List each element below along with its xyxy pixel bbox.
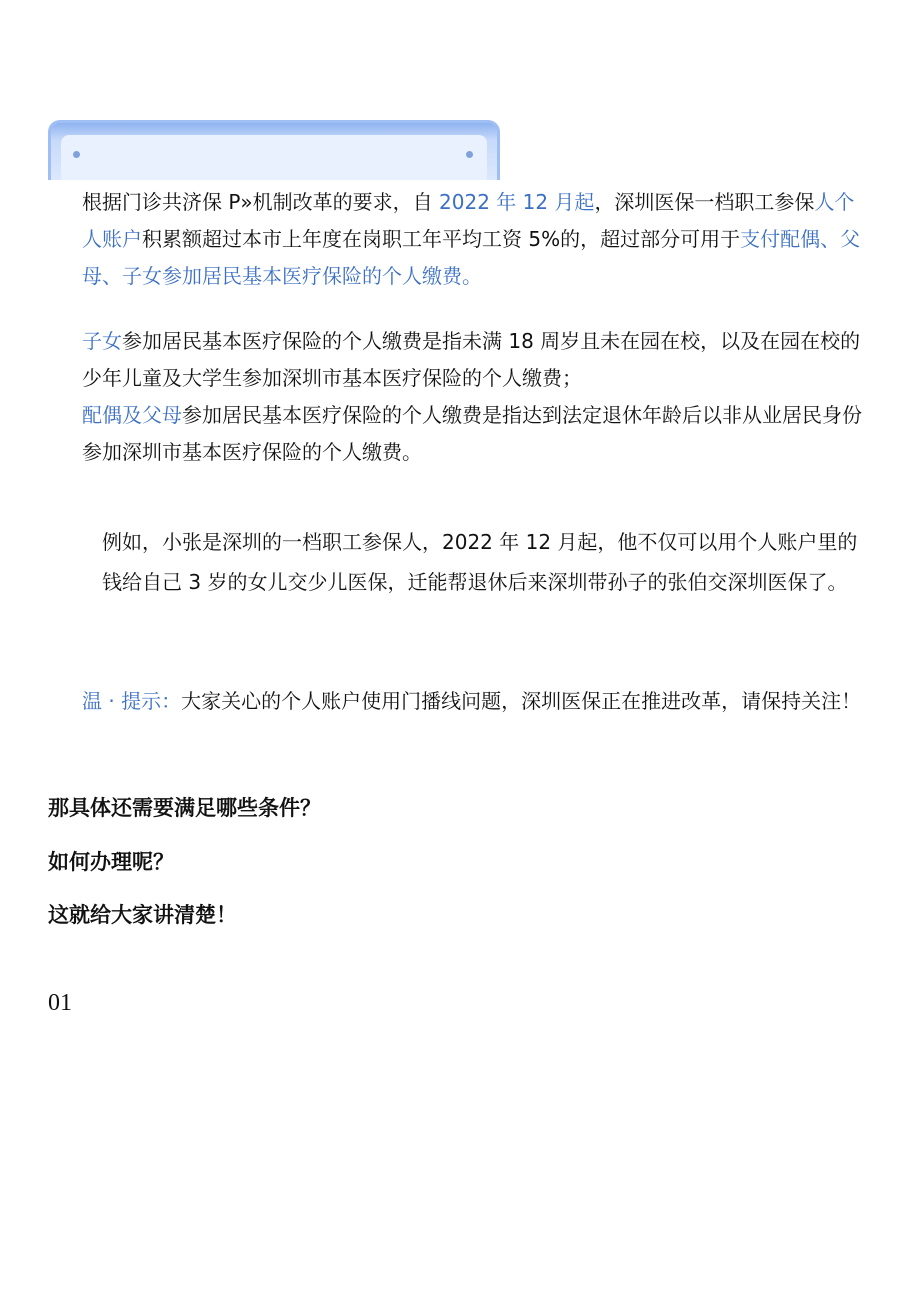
intro-text-1: 根据门诊共济保 P»机制改革的要求，自 [82, 190, 440, 214]
parents-paragraph [82, 397, 872, 471]
intro-usage: 支付配偶、父母、子女参加居民基本医疗保险的个人缴费。 [82, 227, 861, 288]
card-dot-right [466, 151, 473, 158]
parents-label: 配偶及父母 [82, 403, 182, 427]
intro-date: 2022 年 12 月起 [439, 190, 595, 214]
intro-text-3: 积累额超过本市上年度在岗职工年平均工资 5%的，超过部分可用于 [142, 227, 741, 251]
header-card-inner [61, 135, 487, 180]
header-card [48, 120, 500, 180]
tip-label: 温 · 提示： [82, 689, 182, 713]
children-paragraph [82, 323, 872, 397]
question-conditions: 那具体还需要满足哪些条件？ [48, 796, 321, 820]
intro-paragraph [82, 184, 872, 295]
intro-account: 人个人账户 [82, 190, 855, 251]
section-number: 01 [48, 990, 72, 1016]
question-how-to: 如何办理呢？ [48, 850, 174, 874]
question-explain: 这就给大家讲清楚！ [48, 903, 237, 927]
example-paragraph: 例如，小张是深圳的一档职工参保人，2022 年 12 月起，他不仅可以用个人账户里的钱给自己 3 岁的女儿交少儿医保，迁能帮退休后来深圳带孙子的张伯交深圳医保了。 [102, 530, 858, 594]
tip-text: 大家关心的个人账户使用门播线问题，深圳医保正在推进改革，请保持关注！ [181, 689, 862, 713]
parents-text: 参加居民基本医疗保险的个人缴费是指达到法定退休年龄后以非从业居民身份参加深圳市基本医疗保险的个人缴费。 [82, 403, 862, 464]
tip-paragraph [82, 683, 872, 720]
intro-text-2: ，深圳医保一档职工参保 [594, 190, 815, 214]
children-text: 参加居民基本医疗保险的个人缴费是指未满 18 周岁且未在园在校，以及在园在校的少年儿童及大学生参加深圳市基本医疗保险的个人缴费； [82, 329, 861, 390]
children-label: 子女 [82, 329, 122, 353]
card-dot-left [73, 151, 80, 158]
